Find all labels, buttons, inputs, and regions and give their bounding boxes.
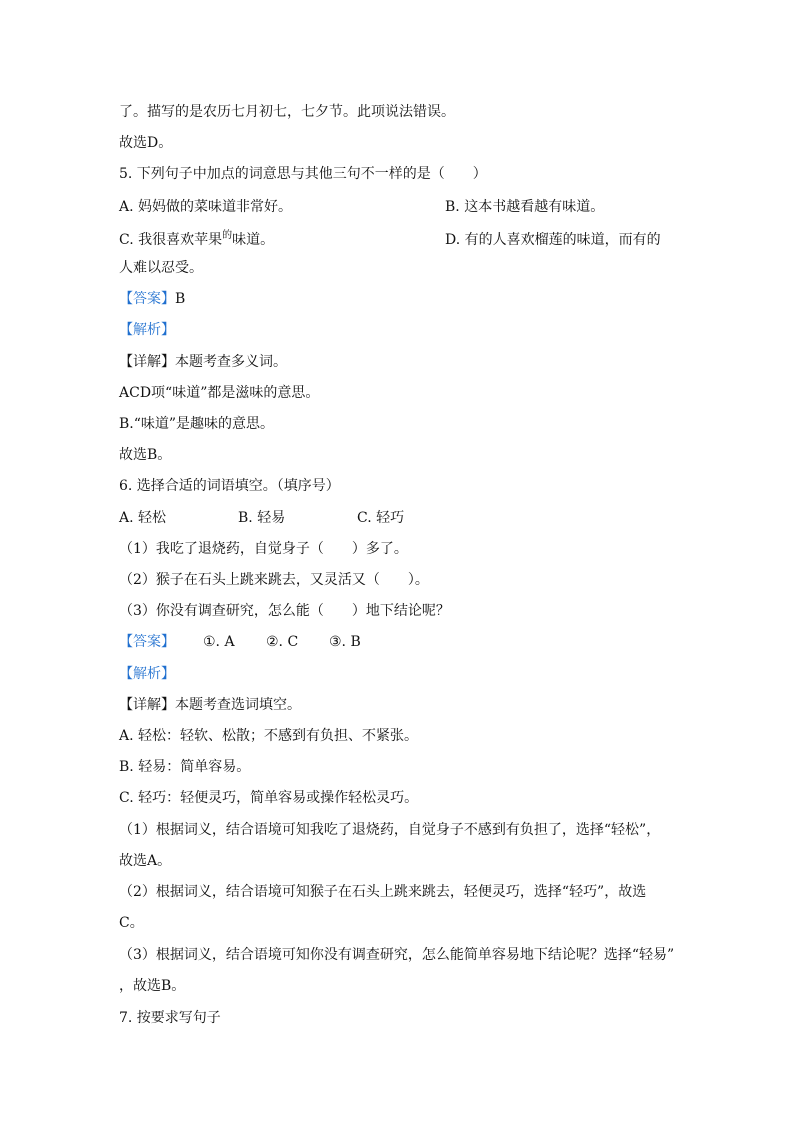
option-a: A. 妈妈做的菜味道非常好。: [119, 199, 293, 215]
detail-text: 本题考查多义词。: [175, 354, 287, 370]
option-d: D. 有的人喜欢榴莲的味道，而有的: [445, 232, 661, 248]
answer-tag: 【答案】: [119, 634, 175, 650]
option-d-continued: 人难以忍受。: [119, 260, 203, 276]
explanation-line: B. 轻易：简单容易。: [119, 759, 251, 775]
detail-tag: 【详解】: [119, 697, 175, 713]
sub-question: （3）你没有调查研究，怎么能（ ）地下结论呢？: [119, 603, 450, 619]
analysis-tag: 【解析】: [119, 666, 175, 682]
question-5: 5. 下列句子中加点的词意思与其他三句不一样的是（ ）: [119, 166, 487, 182]
option-c-dot: 的: [222, 230, 233, 241]
option-b: B. 这本书越看越有味道。: [445, 199, 605, 215]
answer-6: [119, 632, 175, 652]
sub-question: （2）猴子在石头上跳来跳去，又灵活又（ ）。: [119, 572, 429, 588]
explanation-line: （2）根据词义，结合语境可知猴子在石头上跳来跳去，轻便灵巧，选择“轻巧”，故选: [119, 884, 647, 900]
explanation-line: C。: [119, 915, 144, 931]
question-7: 7. 按要求写句子: [119, 1010, 221, 1026]
answer-6-part-1: ①. A: [203, 634, 235, 650]
option-c-text: C. 我很喜欢苹果: [119, 232, 223, 248]
detail-5: [119, 352, 287, 372]
explanation-line: ACD项“味道”都是滋味的意思。: [119, 385, 320, 401]
text-line: 了。描写的是农历七月初七，七夕节。此项说法错误。: [119, 104, 455, 120]
answer-6-part-3: ③. B: [329, 634, 361, 650]
explanation-line: B.“味道”是趣味的意思。: [119, 416, 275, 432]
explanation-line: A. 轻松：轻软、松散；不感到有负担、不紧张。: [119, 728, 419, 744]
option-c-text-end: 味道。: [232, 232, 275, 248]
answer-value: B: [175, 291, 186, 307]
explanation-line: （1）根据词义，结合语境可知我吃了退烧药，自觉身子不感到有负担了，选择“轻松”，: [119, 822, 661, 838]
answer-6-part-2: ②. C: [266, 634, 299, 650]
detail-tag: 【详解】: [119, 354, 175, 370]
detail-6: [119, 695, 301, 715]
analysis-tag: 【解析】: [119, 322, 175, 338]
explanation-line: C. 轻巧：轻便灵巧，简单容易或操作轻松灵巧。: [119, 790, 419, 806]
answer-tag: 【答案】: [119, 291, 175, 307]
question-6: 6. 选择合适的词语填空。（填序号）: [119, 478, 340, 494]
text-line: 故选D。: [119, 135, 173, 151]
option-c: [119, 230, 274, 252]
detail-text: 本题考查选词填空。: [175, 697, 301, 713]
explanation-line: 故选B。: [119, 447, 172, 463]
explanation-line: 故选A。: [119, 853, 172, 869]
explanation-line: ，故选B。: [119, 978, 186, 994]
answer-5: [119, 289, 185, 309]
choice-b: B. 轻易: [238, 510, 286, 526]
sub-question: （1）我吃了退烧药，自觉身子（ ）多了。: [119, 541, 408, 557]
choice-a: A. 轻松: [119, 510, 167, 526]
choice-c: C. 轻巧: [357, 510, 405, 526]
explanation-line: （3）根据词义，结合语境可知你没有调查研究，怎么能简单容易地下结论呢？选择“轻易”: [119, 947, 675, 963]
